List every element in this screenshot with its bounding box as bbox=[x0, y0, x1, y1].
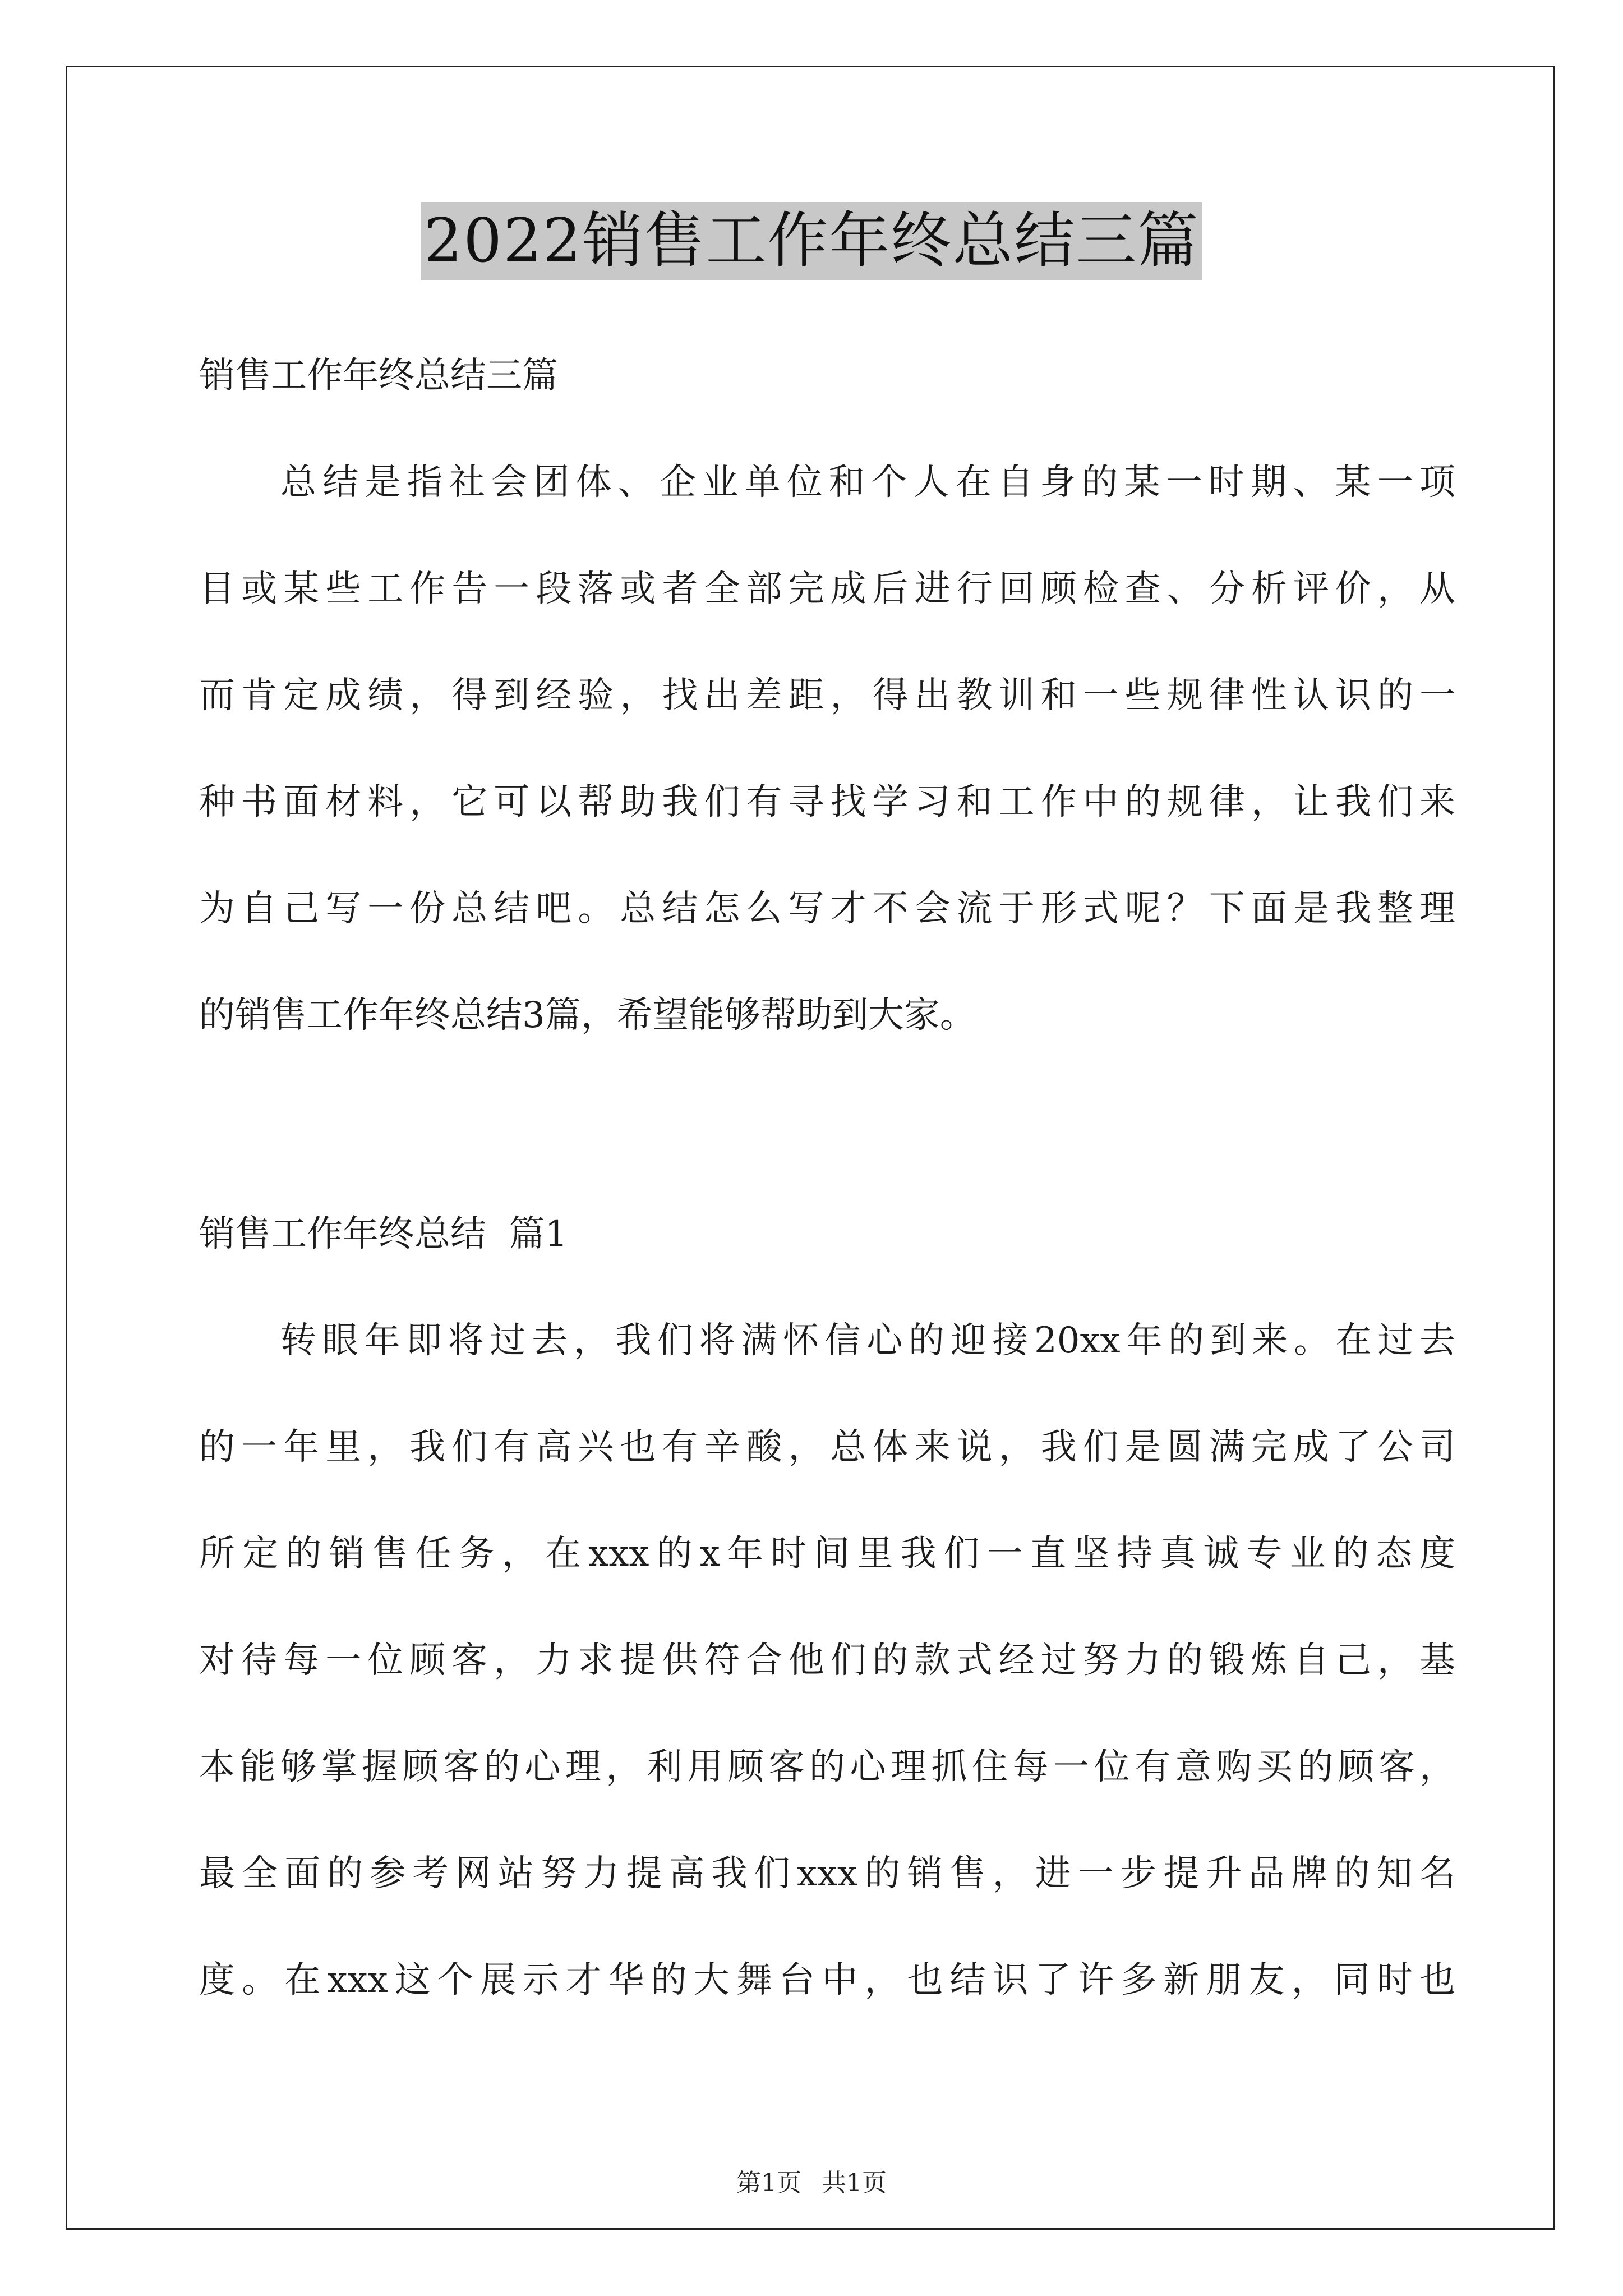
body-line: 的一年里，我们有高兴也有辛酸，总体来说，我们是圆满完成了公司 bbox=[199, 1427, 1455, 1468]
page-footer bbox=[0, 2162, 1623, 2198]
body-line: 所定的销售任务，在xxx的x年时间里我们一直坚持真诚专业的态度 bbox=[199, 1533, 1455, 1575]
body-line: 对待每一位顾客，力求提供符合他们的款式经过努力的锻炼自己，基 bbox=[199, 1640, 1455, 1681]
document-title: 2022销售工作年终总结三篇 bbox=[421, 202, 1203, 280]
document-subtitle: 销售工作年终总结三篇 bbox=[199, 355, 558, 397]
intro-line: 而肯定成绩，得到经验，找出差距，得出教训和一些规律性认识的一 bbox=[199, 675, 1455, 716]
body-line: 度。在xxx这个展示才华的大舞台中，也结识了许多新朋友，同时也 bbox=[199, 1959, 1455, 2001]
body-line: 最全面的参考网站努力提高我们xxx的销售，进一步提升品牌的知名 bbox=[199, 1853, 1455, 1894]
intro-line: 的销售工作年终总结3篇，希望能够帮助到大家。 bbox=[199, 995, 976, 1036]
title-container bbox=[0, 202, 1623, 280]
intro-line: 为自己写一份总结吧。总结怎么写才不会流于形式呢？下面是我整理 bbox=[199, 888, 1455, 930]
intro-line: 种书面材料，它可以帮助我们有寻找学习和工作中的规律，让我们来 bbox=[199, 781, 1455, 823]
intro-line: 总结是指社会团体、企业单位和个人在自身的某一时期、某一项 bbox=[280, 462, 1455, 503]
page-number-total: 共1页 bbox=[822, 2169, 887, 2197]
body-line: 本能够掌握顾客的心理，利用顾客的心理抓住每一位有意购买的顾客， bbox=[199, 1746, 1455, 1788]
page-number-current: 第1页 bbox=[736, 2169, 801, 2197]
intro-line: 目或某些工作告一段落或者全部完成后进行回顾检查、分析评价，从 bbox=[199, 568, 1455, 610]
body-line: 转眼年即将过去，我们将满怀信心的迎接20xx年的到来。在过去 bbox=[280, 1320, 1455, 1361]
section-heading: 销售工作年终总结 篇1 bbox=[199, 1213, 568, 1255]
